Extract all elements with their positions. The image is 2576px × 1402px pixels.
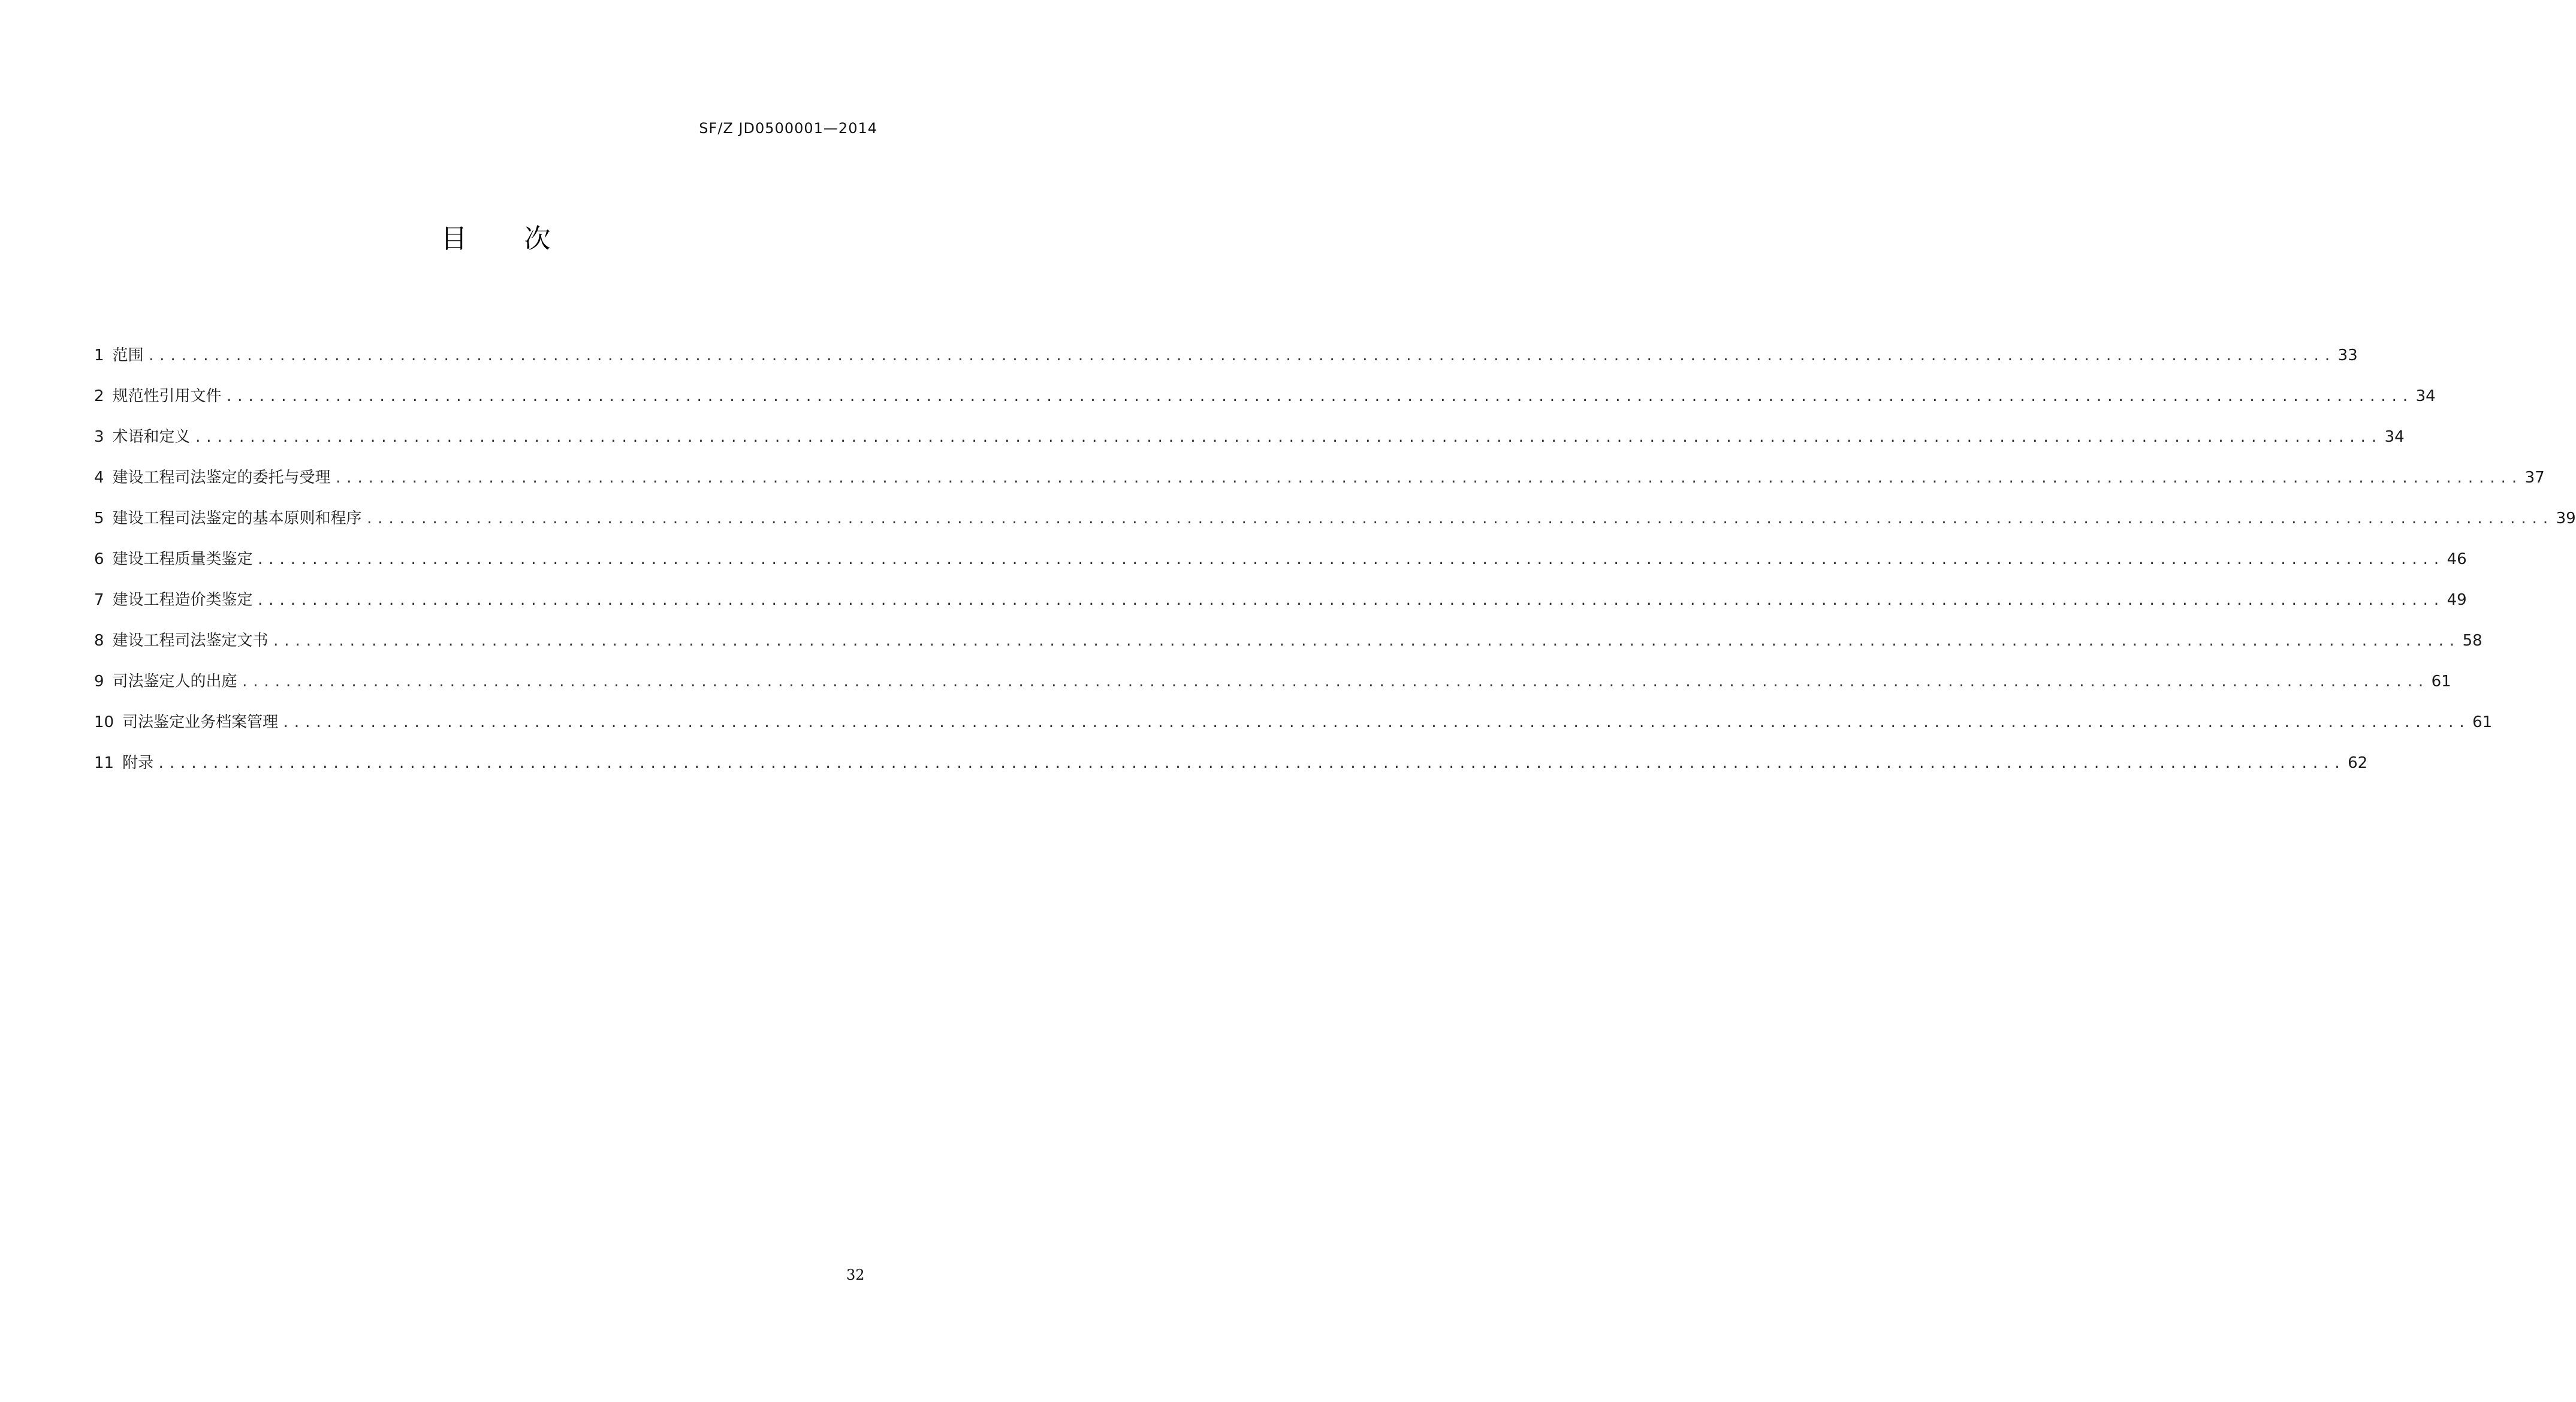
toc-entry[interactable] bbox=[94, 587, 2467, 628]
toc-entry-label: 司法鉴定人的出庭 bbox=[112, 673, 237, 691]
toc-entry-number: 10 bbox=[94, 713, 114, 731]
toc-entry-page: 61 bbox=[2431, 673, 2451, 691]
page-title-char-1: 目 bbox=[441, 224, 467, 254]
toc-dot-leader: ........................................................................................................................................................................................................ bbox=[272, 634, 2459, 649]
toc-entry[interactable] bbox=[94, 547, 2467, 587]
toc-entry-page: 49 bbox=[2447, 591, 2467, 609]
toc-entry[interactable] bbox=[94, 343, 2358, 384]
toc-dot-leader: ........................................................................................................................................................................................................ bbox=[282, 716, 2469, 731]
toc-dot-leader: ........................................................................................................................................................................................................ bbox=[147, 349, 2334, 364]
toc-entry[interactable] bbox=[94, 750, 2368, 791]
page-title-char-2: 次 bbox=[524, 224, 551, 254]
toc-entry-label: 建设工程质量类鉴定 bbox=[112, 550, 253, 568]
page-number: 32 bbox=[846, 1267, 865, 1283]
toc-entry-label: 建设工程司法鉴定的委托与受理 bbox=[112, 469, 331, 487]
toc-entry-page: 58 bbox=[2462, 632, 2483, 650]
toc-entry-page: 34 bbox=[2415, 387, 2436, 405]
toc-entry[interactable] bbox=[94, 465, 2545, 506]
toc-entry-label: 术语和定义 bbox=[112, 428, 191, 446]
toc-entry-page: 33 bbox=[2337, 346, 2358, 364]
toc-entry[interactable] bbox=[94, 710, 2493, 750]
toc-entry-label: 附录 bbox=[122, 754, 154, 772]
toc-dot-leader: ........................................................................................................................................................................................................ bbox=[240, 675, 2428, 690]
toc-entry-label: 建设工程造价类鉴定 bbox=[112, 591, 253, 609]
toc-entry-number: 3 bbox=[94, 428, 104, 446]
toc-entry-label: 规范性引用文件 bbox=[112, 387, 222, 405]
toc-dot-leader: ........................................................................................................................................................................................................ bbox=[256, 593, 2444, 608]
toc-entry-page: 46 bbox=[2447, 550, 2467, 568]
table-of-contents bbox=[94, 343, 2576, 791]
toc-entry-label: 建设工程司法鉴定的基本原则和程序 bbox=[112, 509, 362, 527]
toc-entry-number: 6 bbox=[94, 550, 104, 568]
toc-entry-label: 建设工程司法鉴定文书 bbox=[112, 632, 269, 650]
toc-entry[interactable] bbox=[94, 669, 2451, 710]
toc-entry[interactable] bbox=[94, 424, 2405, 465]
toc-entry-number: 9 bbox=[94, 673, 104, 691]
toc-entry-number: 8 bbox=[94, 632, 104, 650]
page-title bbox=[0, 217, 991, 255]
toc-entry-label: 范围 bbox=[112, 346, 144, 364]
toc-entry[interactable] bbox=[94, 506, 2576, 547]
toc-entry-page: 39 bbox=[2556, 509, 2576, 527]
toc-entry-page: 62 bbox=[2348, 754, 2368, 772]
toc-entry[interactable] bbox=[94, 628, 2483, 669]
toc-dot-leader: ........................................................................................................................................................................................................ bbox=[157, 756, 2345, 771]
toc-entry-page: 37 bbox=[2524, 469, 2545, 487]
toc-entry-number: 4 bbox=[94, 469, 104, 487]
document-code: SF/Z JD0500001—2014 bbox=[699, 120, 877, 137]
toc-entry-number: 7 bbox=[94, 591, 104, 609]
toc-entry-label: 司法鉴定业务档案管理 bbox=[122, 713, 279, 731]
toc-dot-leader: ........................................................................................................................................................................................................ bbox=[334, 471, 2521, 486]
toc-entry-number: 5 bbox=[94, 509, 104, 527]
toc-entry-number: 11 bbox=[94, 754, 114, 772]
toc-entry-page: 34 bbox=[2384, 428, 2405, 446]
toc-dot-leader: ........................................................................................................................................................................................................ bbox=[225, 390, 2412, 405]
toc-entry[interactable] bbox=[94, 384, 2436, 424]
toc-dot-leader: ........................................................................................................................................................................................................ bbox=[365, 512, 2553, 527]
toc-entry-number: 2 bbox=[94, 387, 104, 405]
toc-dot-leader: ........................................................................................................................................................................................................ bbox=[256, 553, 2444, 568]
toc-dot-leader: ........................................................................................................................................................................................................ bbox=[194, 430, 2381, 445]
toc-entry-page: 61 bbox=[2472, 713, 2493, 731]
toc-entry-number: 1 bbox=[94, 346, 104, 364]
